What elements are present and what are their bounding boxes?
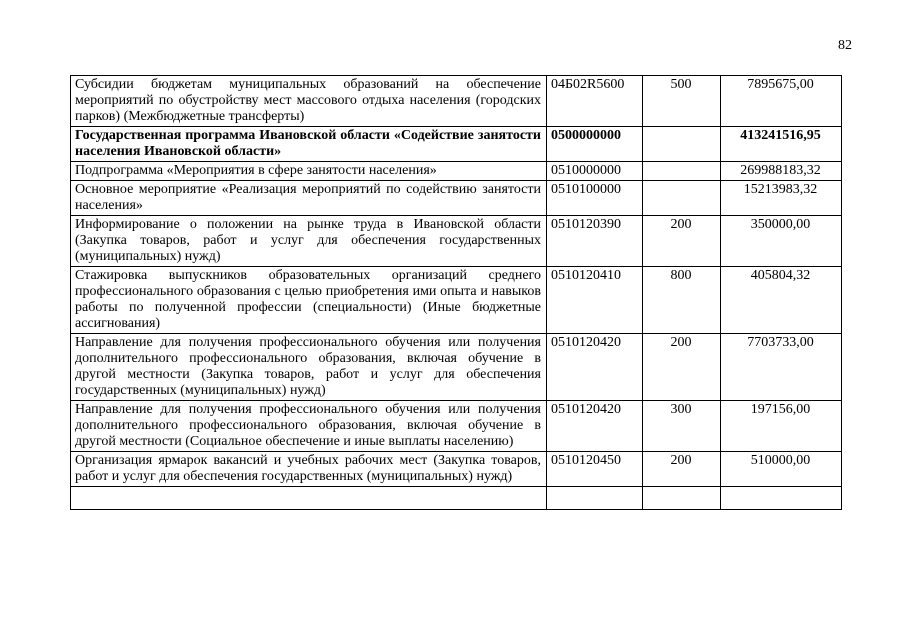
row-target-code: 0510000000	[547, 162, 643, 181]
row-expense-type: 200	[643, 452, 721, 487]
row-amount: 269988183,32	[721, 162, 842, 181]
row-amount: 405804,32	[721, 267, 842, 334]
table-row	[71, 216, 842, 267]
row-expense-type: 200	[643, 334, 721, 401]
empty-cell	[721, 487, 842, 510]
row-name: Подпрограмма «Мероприятия в сфере занятости населения»	[71, 162, 547, 181]
budget-table-body	[71, 76, 842, 510]
page-number: 82	[838, 38, 852, 53]
row-name: Государственная программа Ивановской области «Содействие занятости населения Ивановской области»	[71, 127, 547, 162]
row-name: Направление для получения профессионального обучения или получения дополнительного профессионального образования, включая обучение в другой местности (Закупка товаров, работ и услуг для обеспечения государственных (муниципальных) нужд)	[71, 334, 547, 401]
row-expense-type: 500	[643, 76, 721, 127]
row-target-code: 0510100000	[547, 181, 643, 216]
budget-table	[70, 75, 842, 510]
row-expense-type: 300	[643, 401, 721, 452]
table-row	[71, 401, 842, 452]
row-name: Направление для получения профессионального обучения или получения дополнительного профессионального образования, включая обучение в другой местности (Социальное обеспечение и иные выплаты населению)	[71, 401, 547, 452]
row-name: Стажировка выпускников образовательных организаций среднего профессионального образования с целью приобретения ими опыта и навыков работы по полученной профессии (специальности) (Иные бюджетные ассигнования)	[71, 267, 547, 334]
table-row	[71, 267, 842, 334]
row-target-code: 0510120390	[547, 216, 643, 267]
row-expense-type	[643, 162, 721, 181]
row-target-code: 0510120410	[547, 267, 643, 334]
row-name: Организация ярмарок вакансий и учебных рабочих мест (Закупка товаров, работ и услуг для обеспечения государственных (муниципальных) нужд)	[71, 452, 547, 487]
empty-cell	[643, 487, 721, 510]
table-row-empty	[71, 487, 842, 510]
table-row	[71, 452, 842, 487]
row-name: Субсидии бюджетам муниципальных образований на обеспечение мероприятий по обустройству мест массового отдыха населения (городских парков) (Межбюджетные трансферты)	[71, 76, 547, 127]
row-amount: 510000,00	[721, 452, 842, 487]
row-amount: 7895675,00	[721, 76, 842, 127]
row-name: Основное мероприятие «Реализация мероприятий по содействию занятости населения»	[71, 181, 547, 216]
table-row	[71, 162, 842, 181]
table-row	[71, 334, 842, 401]
row-target-code: 0510120450	[547, 452, 643, 487]
table-row	[71, 181, 842, 216]
table-row	[71, 127, 842, 162]
row-expense-type: 200	[643, 216, 721, 267]
row-target-code: 0510120420	[547, 401, 643, 452]
empty-cell	[71, 487, 547, 510]
row-target-code: 0500000000	[547, 127, 643, 162]
row-target-code: 0510120420	[547, 334, 643, 401]
row-expense-type	[643, 127, 721, 162]
table-row	[71, 76, 842, 127]
row-amount: 197156,00	[721, 401, 842, 452]
row-expense-type: 800	[643, 267, 721, 334]
empty-cell	[547, 487, 643, 510]
row-amount: 350000,00	[721, 216, 842, 267]
row-name: Информирование о положении на рынке труда в Ивановской области (Закупка товаров, работ и услуг для обеспечения государственных (муниципальных) нужд)	[71, 216, 547, 267]
row-expense-type	[643, 181, 721, 216]
row-target-code: 04Б02R5600	[547, 76, 643, 127]
row-amount: 413241516,95	[721, 127, 842, 162]
row-amount: 15213983,32	[721, 181, 842, 216]
row-amount: 7703733,00	[721, 334, 842, 401]
